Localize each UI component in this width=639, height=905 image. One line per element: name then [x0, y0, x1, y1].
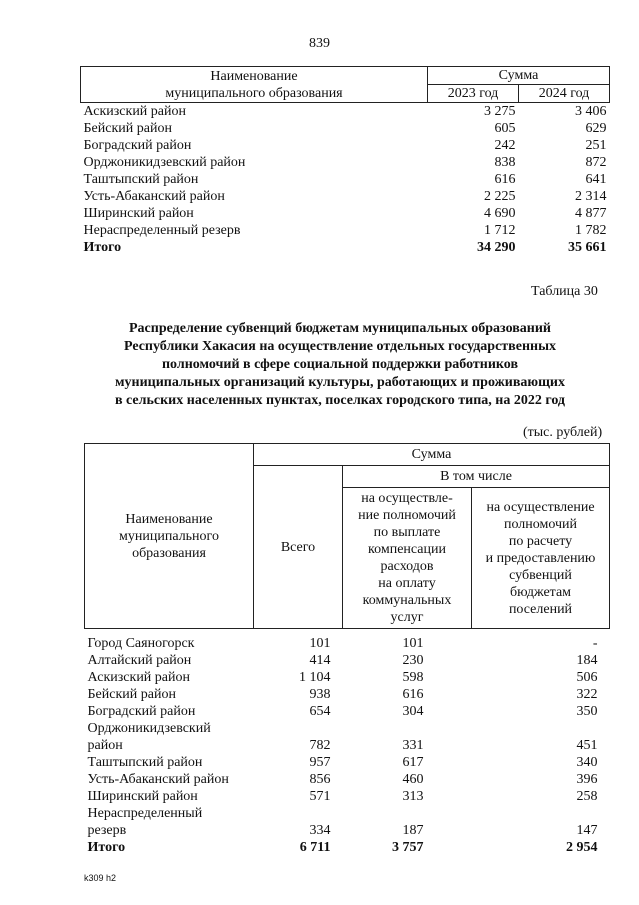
municipality-name: Усть-Абаканский район: [83, 189, 225, 204]
page-number: 839: [309, 36, 330, 51]
header-name-line: Наименование: [210, 68, 298, 84]
value-2023: 605: [494, 121, 516, 136]
header-name-cell: [85, 444, 254, 629]
title-line: в сельских населенных пунктах, поселках городского типа, на 2022 год: [114, 393, 566, 408]
table-row: [81, 188, 610, 205]
value-utility: 230: [402, 653, 424, 668]
header-line: на осуществление: [486, 499, 595, 515]
table-row: [81, 222, 610, 239]
header-year-2024: 2024 год: [519, 85, 610, 103]
header-sum: Сумма: [428, 67, 610, 85]
header-utility-compensation: [343, 488, 472, 629]
value-settlements: 451: [576, 738, 598, 753]
municipality-name: [85, 703, 254, 720]
value-settlements: 147: [576, 823, 598, 838]
municipality-name: [85, 720, 254, 754]
value-total: 101: [309, 636, 331, 651]
header-line: компенсации: [368, 542, 446, 557]
table-row: [85, 805, 610, 839]
value-utility: 331: [402, 738, 424, 753]
municipality-name-line: Орджоникидзевский: [87, 721, 211, 736]
municipality-name-line: Таштыпский район: [87, 755, 203, 770]
section-title: [90, 320, 590, 410]
value-total: 1 104: [299, 670, 331, 685]
header-name-cell: [81, 67, 428, 103]
header-including: В том числе: [343, 466, 610, 488]
header-line: по расчету: [508, 533, 573, 549]
municipality-name: Аскизский район: [83, 104, 186, 119]
total-label: Итого: [87, 840, 126, 855]
header-line: расходов: [380, 559, 434, 574]
header-line: ние полномочий: [358, 508, 456, 523]
value-2024: 872: [585, 155, 607, 170]
value-2023: 2 225: [484, 189, 516, 204]
footer-code: k309 h2: [84, 873, 117, 883]
title-line: полномочий в сфере социальной поддержки работников: [161, 357, 519, 372]
municipality-name-line: Нераспределенный: [87, 806, 203, 821]
table2-body: [85, 629, 610, 857]
value-2024: 3 406: [575, 104, 607, 119]
table-row: [85, 635, 610, 652]
table-row: [81, 171, 610, 188]
table-row: [85, 771, 610, 788]
table1-body: [81, 103, 610, 257]
table-row: [81, 154, 610, 171]
municipality-name: Бейский район: [83, 121, 172, 136]
table-row: [81, 120, 610, 137]
header-line: на осуществле-: [361, 491, 453, 506]
subvention-table-2023-2024: [80, 66, 610, 256]
header-line: полномочий: [503, 516, 578, 532]
table-row: [81, 205, 610, 222]
municipality-name-line: Аскизский район: [87, 670, 190, 685]
header-total: Всего: [254, 466, 343, 629]
value-2023: 3 275: [484, 104, 516, 119]
header-line: по выплате: [373, 525, 441, 540]
municipality-name: [85, 754, 254, 771]
total-label: Итого: [83, 240, 122, 255]
header-year-2023: 2023 год: [428, 85, 519, 103]
value-utility: 187: [402, 823, 424, 838]
value-settlements: 396: [576, 772, 598, 787]
header-sum: Сумма: [254, 444, 610, 466]
header-name-line: Наименование: [125, 511, 213, 527]
value-total: 571: [309, 789, 331, 804]
value-total: 654: [309, 704, 331, 719]
municipality-name-line: Город Саяногорск: [87, 636, 195, 651]
table-row: [85, 652, 610, 669]
value-settlements: 258: [576, 789, 598, 804]
value-total: 334: [309, 823, 331, 838]
title-line: муниципальных организаций культуры, работающих и проживающих: [115, 375, 565, 390]
value-settlements: 322: [576, 687, 598, 702]
municipality-name-line: Алтайский район: [87, 653, 192, 668]
municipality-name-line: резерв: [87, 823, 127, 838]
municipality-name: [85, 771, 254, 788]
value-total: 938: [309, 687, 331, 702]
municipality-name: Боградский район: [83, 138, 192, 153]
value-total: 856: [309, 772, 331, 787]
table-row: [85, 686, 610, 703]
value-2023: 4 690: [484, 206, 516, 221]
value-utility: 616: [402, 687, 424, 702]
header-line: услуг: [390, 610, 424, 625]
municipality-name: Орджоникидзевский район: [83, 155, 246, 170]
municipality-name: Нераспределенный резерв: [83, 223, 241, 238]
value-utility: 101: [402, 636, 424, 651]
header-name-line: образования: [132, 545, 206, 561]
header-line: бюджетам: [509, 584, 572, 600]
value-settlements: 184: [576, 653, 598, 668]
header-name-line: муниципального образования: [165, 85, 343, 101]
table-row: [85, 669, 610, 686]
value-2024: 629: [585, 121, 607, 136]
value-2023: 1 712: [484, 223, 516, 238]
total-row: [85, 839, 610, 856]
value-utility: 460: [402, 772, 424, 787]
subvention-table-2022: [84, 443, 610, 856]
value-utility: 598: [402, 670, 424, 685]
table-row: [81, 137, 610, 154]
value-total: 957: [309, 755, 331, 770]
value-2024: 641: [585, 172, 607, 187]
municipality-name: Ширинский район: [83, 206, 194, 221]
municipality-name: [85, 652, 254, 669]
value-total: 782: [309, 738, 331, 753]
table-row: [85, 720, 610, 754]
municipality-name: [85, 788, 254, 805]
municipality-name-line: Ширинский район: [87, 789, 198, 804]
value-settlements: -: [592, 636, 598, 651]
value-2024: 2 314: [575, 189, 607, 204]
total-row: [81, 239, 610, 256]
total-2023: 34 290: [477, 240, 516, 255]
municipality-name-line: Усть-Абаканский район: [87, 772, 229, 787]
value-2023: 242: [494, 138, 516, 153]
total-utility: 3 757: [392, 840, 424, 855]
municipality-name: [85, 635, 254, 652]
value-2023: 616: [494, 172, 516, 187]
header-line: субвенций: [509, 567, 572, 583]
title-line: Распределение субвенций бюджетам муниципальных образований: [129, 321, 551, 336]
municipality-name-line: Бейский район: [87, 687, 176, 702]
municipality-name: [85, 805, 254, 839]
value-utility: 617: [402, 755, 424, 770]
header-line: и предоставлению: [485, 550, 596, 566]
table-row: [81, 103, 610, 121]
total-settlements: 2 954: [566, 840, 598, 855]
value-settlements: 506: [576, 670, 598, 685]
value-2023: 838: [494, 155, 516, 170]
municipality-name: Таштыпский район: [83, 172, 199, 187]
value-2024: 4 877: [575, 206, 607, 221]
value-utility: 304: [402, 704, 424, 719]
header-name-line: муниципального: [119, 528, 219, 544]
header-line: поселений: [508, 601, 573, 617]
municipality-name-line: район: [87, 738, 123, 753]
value-2024: 1 782: [575, 223, 607, 238]
value-2024: 251: [585, 138, 607, 153]
total-2024: 35 661: [568, 240, 607, 255]
title-line: Республики Хакасия на осуществление отдельных государственных: [123, 339, 557, 354]
header-line: коммунальных: [362, 593, 452, 608]
value-settlements: 350: [576, 704, 598, 719]
value-total: 414: [309, 653, 331, 668]
table-row: [85, 703, 610, 720]
total-sum: 6 711: [299, 840, 331, 855]
value-utility: 313: [402, 789, 424, 804]
municipality-name: [85, 669, 254, 686]
value-settlements: 340: [576, 755, 598, 770]
table-row: [85, 788, 610, 805]
header-settlement-subventions: [472, 488, 610, 629]
municipality-name: [85, 686, 254, 703]
table-label: Таблица 30: [531, 284, 598, 299]
unit-label: (тыс. рублей): [523, 425, 603, 440]
table-row: [85, 754, 610, 771]
header-line: на оплату: [378, 576, 436, 591]
municipality-name-line: Боградский район: [87, 704, 196, 719]
